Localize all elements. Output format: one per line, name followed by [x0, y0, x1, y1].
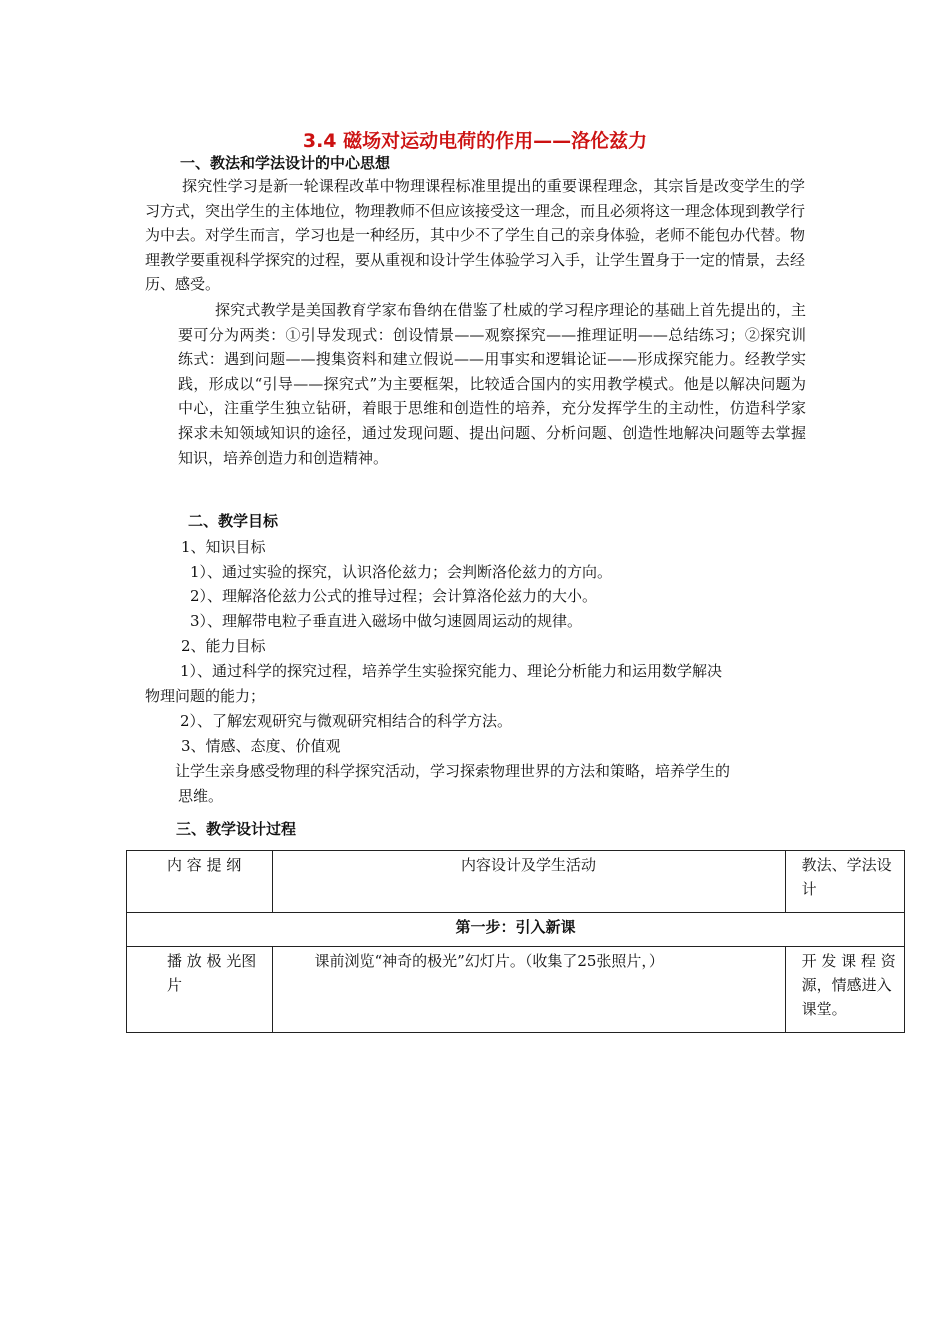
step-1-label: 第一步：引入新课 [127, 913, 905, 947]
table-row [127, 947, 905, 1033]
ability-goal-1-line2: 物理问题的能力； [145, 687, 266, 705]
header-content-cell: 内容设计及学生活动 [272, 851, 785, 913]
section2-heading: 二、教学目标 [188, 512, 279, 530]
section1-paragraph-1: 探究性学习是新一轮课程改革中物理课程标准里提出的重要课程理念，其宗旨是改变学生的学习方式，突出学生的主体地位，物理教师不但应该接受这一理念，而且必须将这一理念体现到教学行为中去。对学生而言，学习也是一种经历，其中少不了学生自己的亲身体验，老师不能包办代替。物理教学要重视科学探究的过程，要从重视和设计学生体验学习入手，让学生置身于一定的情景，去经历、感受。 [145, 177, 806, 294]
ability-goal-2: 2）、了解宏观研究与微观研究相结合的科学方法。 [180, 712, 513, 730]
row1-method-cell: 开 发 课 程 资 源，情感进入课堂。 [785, 947, 904, 1033]
section1-heading: 一、教法和学法设计的中心思想 [180, 154, 391, 172]
knowledge-goal-1: 1）、通过实验的探究，认识洛伦兹力；会判断洛伦兹力的方向。 [190, 563, 613, 581]
row1-content-cell: 课前浏览“神奇的极光”幻灯片。（收集了25张照片，） [272, 947, 785, 1033]
section3-heading: 三、教学设计过程 [176, 820, 297, 838]
ability-goal-heading: 2、能力目标 [181, 637, 266, 655]
ability-goal-1-line1: 1）、通过科学的探究过程，培养学生实验探究能力、理论分析能力和运用数学解决 [180, 662, 723, 680]
emotion-goal-line1: 让学生亲身感受物理的科学探究活动，学习探索物理世界的方法和策略，培养学生的 [175, 762, 731, 780]
header-method-cell: 教法、学法设计 [785, 851, 904, 913]
knowledge-goal-2: 2）、理解洛伦兹力公式的推导过程；会计算洛伦兹力的大小。 [190, 587, 598, 605]
knowledge-goal-heading: 1、知识目标 [181, 538, 266, 556]
section1-paragraph-2: 探究式教学是美国教育学家布鲁纳在借鉴了杜威的学习程序理论的基础上首先提出的，主要可分为两类：①引导发现式：创设情景——观察探究——推理证明——总结练习；②探究训练式：遇到问题——搜集资料和建立假说——用事实和逻辑论证——形成探究能力。经教学实践，形成以“引导——探究式”为主要框架，比较适合国内的实用教学模式。他是以解决问题为中心，注重学生独立钻研，着眼于思维和创造性的培养，充分发挥学生的主动性，仿造科学家探求未知领域知识的途径，通过发现问题、提出问题、分析问题、创造性地解决问题等去掌握知识，培养创造力和创造精神。 [178, 301, 806, 467]
knowledge-goal-3: 3）、理解带电粒子垂直进入磁场中做匀速圆周运动的规律。 [190, 612, 583, 630]
emotion-goal-heading: 3、情感、态度、价值观 [181, 737, 341, 755]
table-header-row [127, 851, 905, 913]
header-outline-cell: 内 容 提 纲 [127, 851, 273, 913]
table-step-row [127, 913, 905, 947]
document-title: 3.4 磁场对运动电荷的作用——洛伦兹力 [302, 130, 648, 152]
teaching-design-table [126, 850, 905, 1033]
emotion-goal-line2: 思维。 [178, 787, 224, 805]
row1-outline-cell: 播 放 极 光图片 [127, 947, 273, 1033]
